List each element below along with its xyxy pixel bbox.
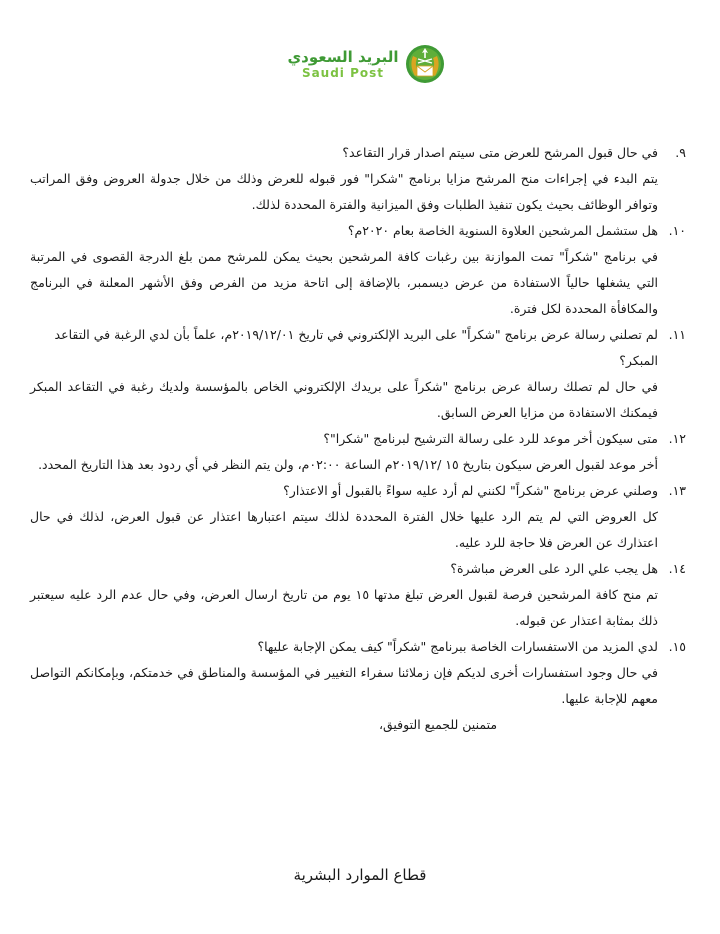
faq-question [30,218,686,244]
logo-text [287,47,399,80]
department-name: قطاع الموارد البشرية [293,866,427,884]
faq-answer: في برنامج "شكراً" تمت الموازنة بين رغبات كافة المرشحين بحيث يمكن للمرشح ممن بلغ الدرجة القصوى في المرتبة التي يشغلها حالياً الاستفادة من عرض ديسمبر، بالإضافة إلى اتاحة مزيد من الفرص وفق الأشهر المعلنة في البرنامج والمكافأة المحددة لكل فترة. [30,249,658,316]
faq-item-15 [30,634,686,712]
question-number: ١٠. [668,223,686,238]
logo-english-name: Saudi Post [301,65,385,80]
faq-question [30,634,686,660]
faq-item-9 [30,140,686,218]
faq-item-11 [30,322,686,426]
question-number: ١٢. [668,431,686,446]
question-text: في حال قبول المرشح للعرض متى سيتم اصدار قرار التقاعد؟ [342,145,658,160]
question-number: ١٤. [668,561,686,576]
faq-answer: كل العروض التي لم يتم الرد عليها خلال الفترة المحددة لذلك سيتم اعتبارها اعتذار عن قبول العرض، لذلك في حال اعتذارك عن العرض فلا حاجة للرد عليه. [30,509,658,550]
saudi-post-emblem-icon [405,42,445,86]
faq-question [30,426,686,452]
closing-line [30,712,686,738]
logo-arabic-name: البريد السعودي [287,47,399,66]
faq-answer: في حال لم تصلك رسالة عرض برنامج "شكراً على بريدك الإلكتروني الخاص بالمؤسسة ولديك رغبة في التقاعد المبكر فيمكنك الاستفادة من مزايا العرض السابق. [30,379,658,420]
question-number: ٩. [675,145,686,160]
faq-item-10 [30,218,686,322]
faq-answer: يتم البدء في إجراءات منح المرشح مزايا برنامج "شكرا" فور قبوله للعرض وذلك من خلال جدولة العروض وفق المراتب وتوافر الوظائف بحيث يكون تنفيذ الطلبات وفق الميزانية والفترة المحددة لذلك. [30,171,658,212]
faq-question [30,140,686,166]
question-text: لم تصلني رسالة عرض برنامج "شكراً" على البريد الإلكتروني في تاريخ ٢٠١٩/١٢/٠١م، علماً بأن لدي الرغبة في التقاعد المبكر؟ [54,327,658,368]
faq-question [30,556,686,582]
faq-answer: في حال وجود استفسارات أخرى لديكم فإن زملائنا سفراء التغيير في المؤسسة والمناطق في خدمتكم، وبإمكانكم التواصل معهم للإجابة عليها. [30,665,658,706]
faq-item-12 [30,426,686,478]
question-number: ١١. [668,327,686,342]
question-number: ١٣. [668,483,686,498]
question-text: هل ستشمل المرشحين العلاوة السنوية الخاصة بعام ٢٠٢٠م؟ [347,223,658,238]
page-header [0,34,720,94]
faq-answer: تم منح كافة المرشحين فرصة لقبول العرض تبلغ مدتها ١٥ يوم من تاريخ ارسال العرض، وفي حال عدم الرد عليه سيعتبر ذلك بمثابة اعتذار عن قبوله. [30,587,658,628]
faq-answer: أخر موعد لقبول العرض سيكون بتاريخ ١٥ /٢٠١٩/١٢م الساعة ٠٢:٠٠م، ولن يتم النظر في أي ردود بعد هذا التاريخ المحدد. [38,457,658,472]
closing-text: متمنين للجميع التوفيق، [378,717,498,732]
question-text: وصلني عرض برنامج "شكراً" لكنني لم أرد عليه سواءً بالقبول أو الاعتذار؟ [283,483,658,498]
question-text: لدي المزيد من الاستفسارات الخاصة ببرنامج "شكراً" كيف يمكن الإجابة عليها؟ [257,639,658,654]
question-text: متى سيكون أخر موعد للرد على رسالة الترشيح لبرنامج "شكرا"؟ [323,431,658,446]
question-text: هل يجب علي الرد على العرض مباشرة؟ [450,561,658,576]
faq-question [30,322,686,374]
saudi-post-logo [276,38,456,90]
page-footer [0,866,720,884]
faq-item-13 [30,478,686,556]
faq-content [30,140,686,738]
faq-question [30,478,686,504]
question-number: ١٥. [668,639,686,654]
faq-item-14 [30,556,686,634]
